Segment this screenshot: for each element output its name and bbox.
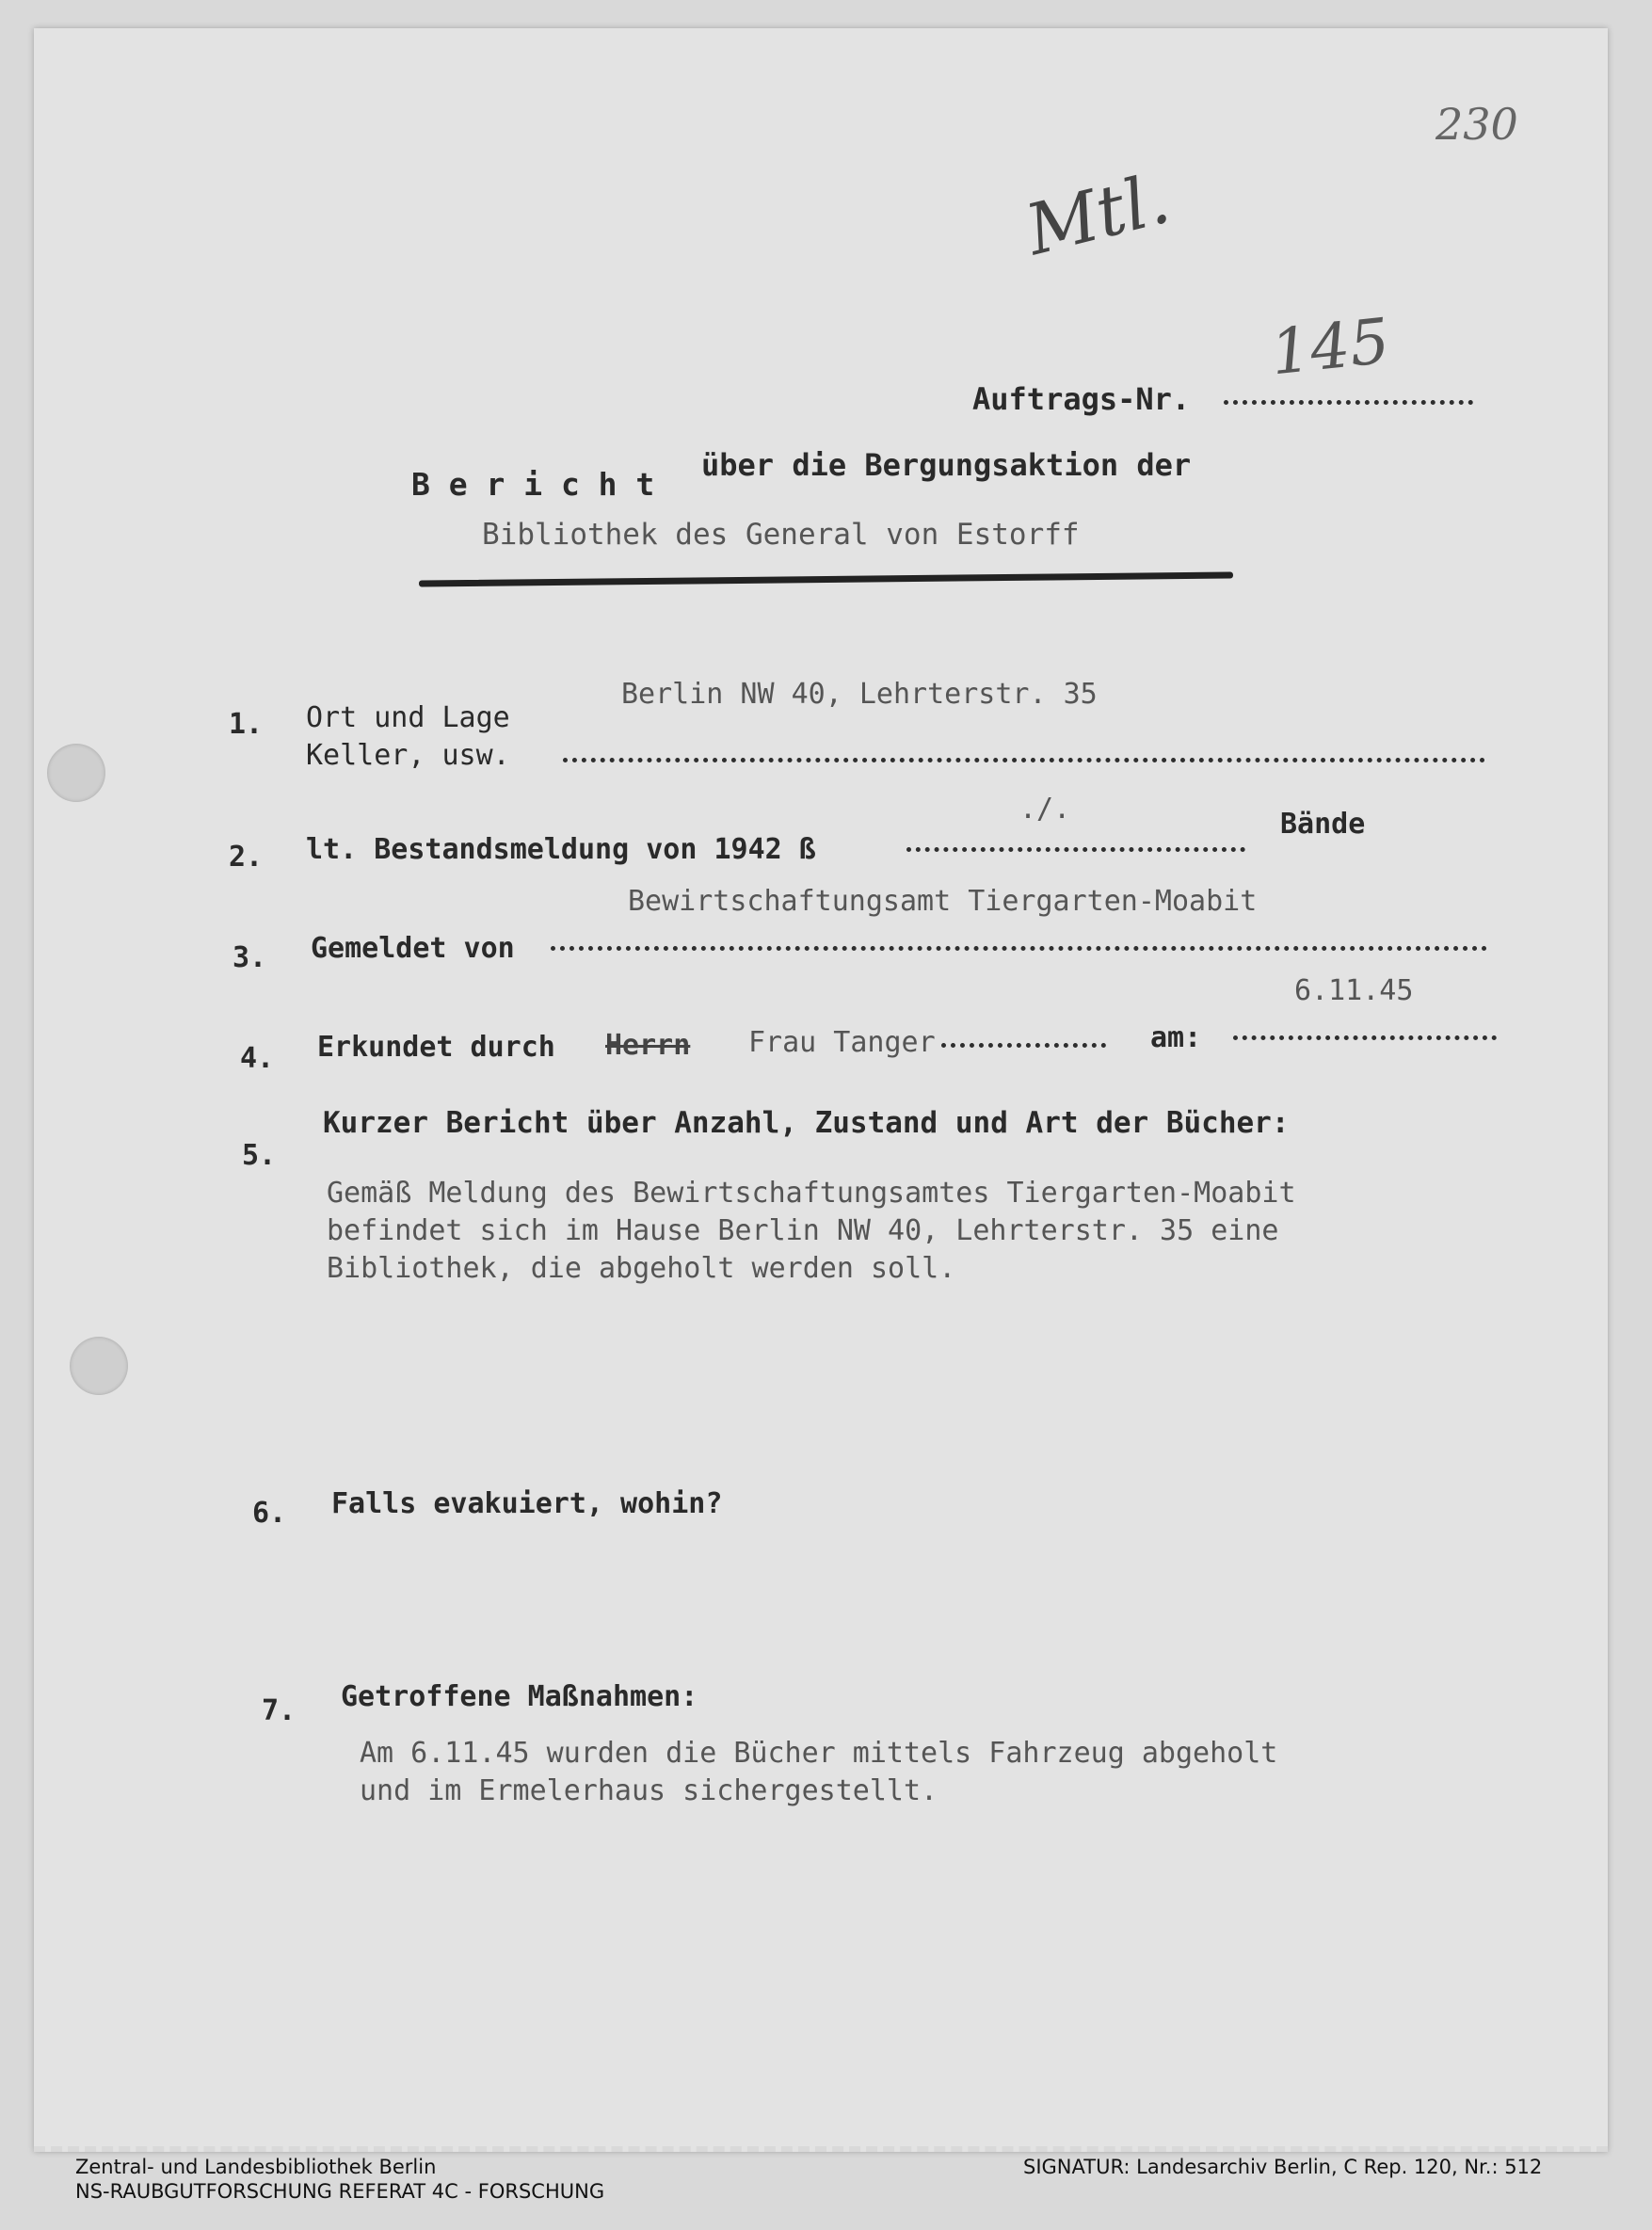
item1-label-line1: Ort und Lage	[306, 701, 510, 734]
item4-date-value: 6.11.45	[1294, 974, 1414, 1007]
punch-hole-bottom	[70, 1337, 128, 1395]
item5-line-2: befindet sich im Hause Berlin NW 40, Lehrterstr. 35 eine	[327, 1214, 1279, 1247]
item4-dots	[941, 1043, 1106, 1048]
order-number-dots	[1224, 400, 1473, 405]
item4-date-label: am:	[1150, 1021, 1202, 1054]
item1-label-line2: Keller, usw.	[306, 739, 510, 772]
item2-number: 2.	[229, 841, 264, 874]
item4-date-dots	[1233, 1035, 1497, 1040]
item4-value: Frau Tanger	[748, 1026, 936, 1059]
item2-suffix: Bände	[1280, 808, 1366, 841]
item7-line-1: Am 6.11.45 wurden die Bücher mittels Fahrzeug abgeholt	[360, 1737, 1278, 1770]
item2-label: lt. Bestandsmeldung von 1942 ß	[306, 833, 816, 866]
report-subtitle: Bibliothek des General von Estorff	[482, 518, 1080, 552]
item2-value: ./.	[1019, 793, 1071, 826]
punch-hole-top	[47, 744, 105, 802]
handwritten-initials: Mtl.	[1018, 157, 1178, 272]
footer-signature: SIGNATUR: Landesarchiv Berlin, C Rep. 120, Nr.: 512	[1023, 2156, 1543, 2178]
item4-label: Erkundet durch	[317, 1031, 555, 1064]
item6-number: 6.	[252, 1497, 287, 1530]
item7-line-2: und im Ermelerhaus sichergestellt.	[360, 1774, 938, 1807]
order-number-label: Auftrags-Nr.	[972, 381, 1191, 417]
item2-dots	[906, 847, 1245, 852]
item3-dots	[551, 946, 1487, 951]
item3-number: 3.	[233, 941, 267, 974]
footer-left-line2: NS-RAUBGUTFORSCHUNG REFERAT 4C - FORSCHUNG	[75, 2180, 605, 2203]
item3-label: Gemeldet von	[311, 932, 515, 965]
item5-line-3: Bibliothek, die abgeholt werden soll.	[327, 1252, 956, 1285]
report-title-rest: über die Bergungsaktion der	[701, 447, 1192, 483]
item4-struck-word: Herrn	[605, 1029, 691, 1062]
item4-number: 4.	[240, 1042, 275, 1075]
handwritten-page-number: 230	[1435, 99, 1518, 150]
item5-label: Kurzer Bericht über Anzahl, Zustand und Art der Bücher:	[323, 1106, 1290, 1140]
item6-label: Falls evakuiert, wohin?	[331, 1487, 723, 1520]
item5-number: 5.	[242, 1139, 277, 1172]
handwritten-order-number: 145	[1267, 304, 1393, 390]
item7-label: Getroffene Maßnahmen:	[341, 1680, 698, 1713]
item1-number: 1.	[229, 708, 264, 741]
item3-value: Bewirtschaftungsamt Tiergarten-Moabit	[628, 885, 1258, 918]
item1-value: Berlin NW 40, Lehrterstr. 35	[621, 678, 1098, 711]
report-title-spaced: B e r i c h t	[411, 466, 655, 503]
footer-left-line1: Zentral- und Landesbibliothek Berlin	[75, 2156, 437, 2178]
item7-number: 7.	[262, 1694, 297, 1727]
item5-line-1: Gemäß Meldung des Bewirtschaftungsamtes Tiergarten-Moabit	[327, 1177, 1296, 1210]
item1-dots	[563, 758, 1485, 762]
